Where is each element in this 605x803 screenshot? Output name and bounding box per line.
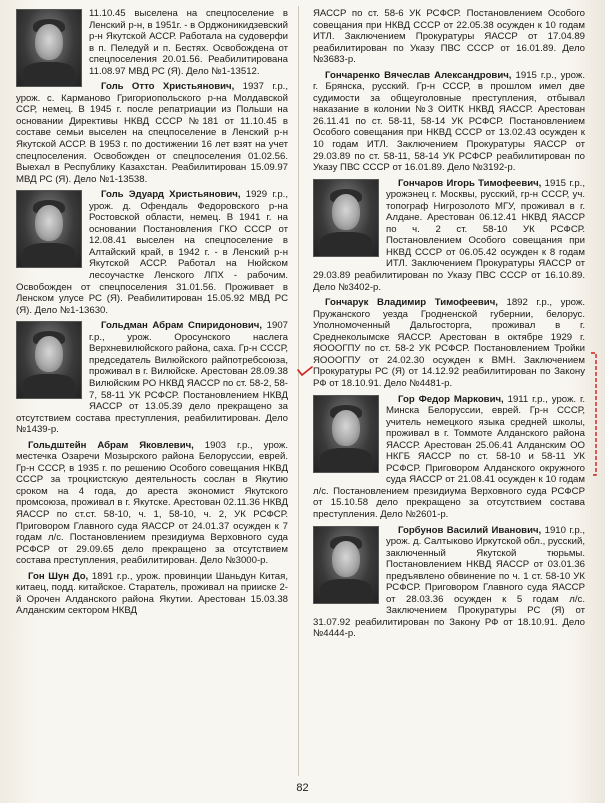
entry <box>313 8 585 66</box>
entry-text: 11.10.45 выселена на спецпоселение в Ленский р-н, в 1951г. - в Орджоникидзевский р-н Якутской АССР. Работала на судоверфи в п. Пеледуй и п. Бестях. Освобождена от спецпоселения 20.01.56. Реабилитирована 11.08.97 МВД РС (Я). Дело №1-13512. <box>89 8 288 77</box>
entry-text: 1937 г.р., урож. с. Карманово Григориопольского р-на Молдавской ССР, немец. В 1945 г. после репатриации из Польши на основании Директивы НКВД СССР №181 от 11.10.45 в составе семьи выселен на спецпоселение в Ленский р-н Якутской АССР. В 1953 г. по достижении 16 лет взят на учет спецпоселения. Освобожден от спецпоселения 01.02.56. Выехал в Республику Казахстан. Реабилитирован 15.09.97 МВД РС (Я). Дело №1-13538. <box>16 81 288 185</box>
portrait-photo <box>313 395 379 473</box>
portrait-photo <box>16 321 82 399</box>
entry <box>16 189 288 316</box>
red-bracket-annotation <box>590 351 598 477</box>
red-checkmark-annotation <box>297 366 313 376</box>
page-number: 82 <box>296 782 309 794</box>
portrait-photo <box>313 179 379 257</box>
entry <box>313 297 585 389</box>
entry-name: Голь Отто Христьянович, <box>101 81 235 93</box>
entry <box>313 70 585 174</box>
entry <box>313 394 585 521</box>
portrait-photo <box>313 526 379 604</box>
entry-name: Гор Федор Маркович, <box>398 393 504 405</box>
entry <box>16 320 288 435</box>
portrait-photo <box>16 9 82 87</box>
entry-text: 1891 г.р., урож. провинции Шаньдун Китая, китаец, подд. китайское. Старатель, проживал на прииске 2-й Орочен Алданского района Якутии. Арестован 15.03.38 Алданским сектором НКВД <box>16 570 288 617</box>
entry-text: 1929 г.р., урож. д. Офендаль Федоровского р-на Ростовской области, немец. В 1941 г. на основании Постановления ГКО СССР от 12.08.41 выселен на спецпоселение в Алтайский край, в 1942 г. - в Ленский р-н Якутской АССР. Работал на Нюйском лесоучастке Ленского ЛПХ - рабочим. Освобожден от спецпоселения 31.01.56. Проживает в Ленском улусе РС (Я). Реабилитирован 15.05.92 МВД РС (Я). Дело №1-13630. <box>16 189 288 316</box>
right-column <box>313 8 585 644</box>
entry <box>16 81 288 185</box>
left-column <box>16 8 288 621</box>
entry-name: Гон Шун До, <box>28 570 89 582</box>
entry-text: 1915 г.р., урож. г. Брянска, русский. Гр-н СССР, в прошлом имел две судимости за общеуголовные преступления, отбывал наказание в колонии №3 ОИТК НКВД ЯАССР. Арестован 26.11.41 по ст. 58-11, 58-14 УК РСФСР. Постановлением Особого совещания при НКВД СССР от 13.02.43 осужден к 10 годам ИТЛ. Заключением Прокуратуры ЯАССР от 29.03.89 по ст. 58-11, 58-14 УК РСФСР реабилитирован по Указу ПВС СССР от 16.01.89. Дело №3192-р. <box>313 69 585 174</box>
entry <box>16 571 288 617</box>
entry-name: Гольдштейн Абрам Яковлевич, <box>28 439 194 451</box>
portrait-photo <box>16 190 82 268</box>
entry-name: Горбунов Василий Иванович, <box>398 524 542 536</box>
entry-text: 1903 г.р., урож. местечка Озаречи Мозырского района Белоруссии, еврей. Гр-н СССР, в 1935 г. по решению Особого совещания НКВД СССР за троцкистскую деятельность сослан в Якутию сроком на 4 года, до ареста экономист Якутского промсоюза, проживал в г. Якутске. Арестован 02.11.36 НКВД ЯАССР по ст.ст. 58-10, ч. 1, 58-10, ч. 2, УК РСФСР. Приговором Главного суда ЯАССР от 24.01.37 осужден к 7 годам л/с. Постановлением президиума Верховного суда РСФСР от 29.09.65 дело прекращено за отсутствием состава преступления, реабилитирован. Дело №3000-р. <box>16 439 288 567</box>
entry-name: Гончаров Игорь Тимофеевич, <box>398 177 542 189</box>
entry-text: 1907 г.р., урож. Оросунского наслега Верхневилюйского района, саха. Гр-н СССР, председатель Вилюйского райпотребсоюза, проживал в г. Вилюйске. Арестован 28.09.38 Вилюйским РО НКВД ЯАССР по ст. 58-2, 58-7, 58-11 УК РСФСР. Постановлением НКВД ЯАССР от 13.05.39 дело прекращено за отсутствием состава преступления, реабилитирован. Дело №1439-р. <box>16 320 288 436</box>
entry-text: 1910 г.р., урож. д. Салтыково Иркутской обл., русский, заключенный Якутской тюрьмы. Постановлением НКВД ЯАССР от 03.01.36 предъявлено обвинение по ч. 1 ст. 58-10 УК РСФСР. Приговором Главного суда ЯАССР от 28.03.36 осужден к 5 годам л/с. Заключением Прокуратуры РС (Я) от 31.07.92 реабилитирован по Закону РФ от 18.10.91. Дело №4444-р. <box>313 524 585 640</box>
entry-name: Голь Эдуард Христьянович, <box>101 189 241 201</box>
entry-name: Гончарук Владимир Тимофеевич, <box>325 297 498 309</box>
entry <box>16 8 288 77</box>
entry-name: Гончаренко Вячеслав Александрович, <box>325 69 512 81</box>
entry-text: 1915 г.р., урожэнец г. Москвы, русский, гр-н СССР, уч. топограф Нигрозолото МГУ, проживал в г. Алдане. Арестован 06.12.41 НКВД ЯАССР по ч. 2 ст. 58-10 УК РСФСР. Постановлением Особого совещания при НКВД СССР от 06.05.42 осужден к 8 годам ИТЛ. Заключением Прокуратуры ЯАССР от 29.03.89 реабилитирован по Указу ПВС СССР от 16.10.89. Дело №3402-р. <box>313 177 585 293</box>
entry <box>313 178 585 293</box>
entry <box>16 440 288 567</box>
entry <box>313 525 585 640</box>
entry-text: 1892 г.р., урож. Пружанского уезда Гродненской губернии, белорус. Уполномоченный Дальгосторга, проживал в г. Среднеколымске ЯАССР. Арестован в октябре 1929 г. ЯОООГПУ по ст. 58-2 УК РСФСР. Постановлением Тройки ЯОООГПУ от 24.02.30 осужден к ВМН. Заключением Прокуратуры РС (Я) от 14.12.92 реабилитирован по Закону РФ от 18.10.91. Дело №4481-р. <box>313 297 585 389</box>
entry-name: Гольдман Абрам Спиридонович, <box>101 320 263 332</box>
entry-text: 1911 г.р., урож. г. Минска Белоруссии, еврей. Гр-н СССР, учитель немецкого языка средней школы, проживал в г. Томмоте Алданского района ЯАССР. Арестован 25.06.41 Алданским ОО НКГБ ЯАССР по ст. 58-10 и 58-11 УК РСФСР. Приговором Алданского окружного суда ЯАССР от 21.08.41 осужден к 10 годам л/с. Постановлением президиума Верховного суда РСФСР от 15.10.58 дело прекращено за отсутствием состава преступления. Дело №2601-р. <box>313 393 585 520</box>
column-divider <box>298 6 299 776</box>
entry-text: ЯАССР по ст. 58-6 УК РСФСР. Постановлением Особого совещания при НКВД СССР от 22.05.38 осужден к 10 годам ИТЛ. Заключением Прокуратуры ЯАССР от 17.04.89 реабилитирован по Указу ПВС СССР от 16.01.89. Дело №3683-р. <box>313 8 585 66</box>
